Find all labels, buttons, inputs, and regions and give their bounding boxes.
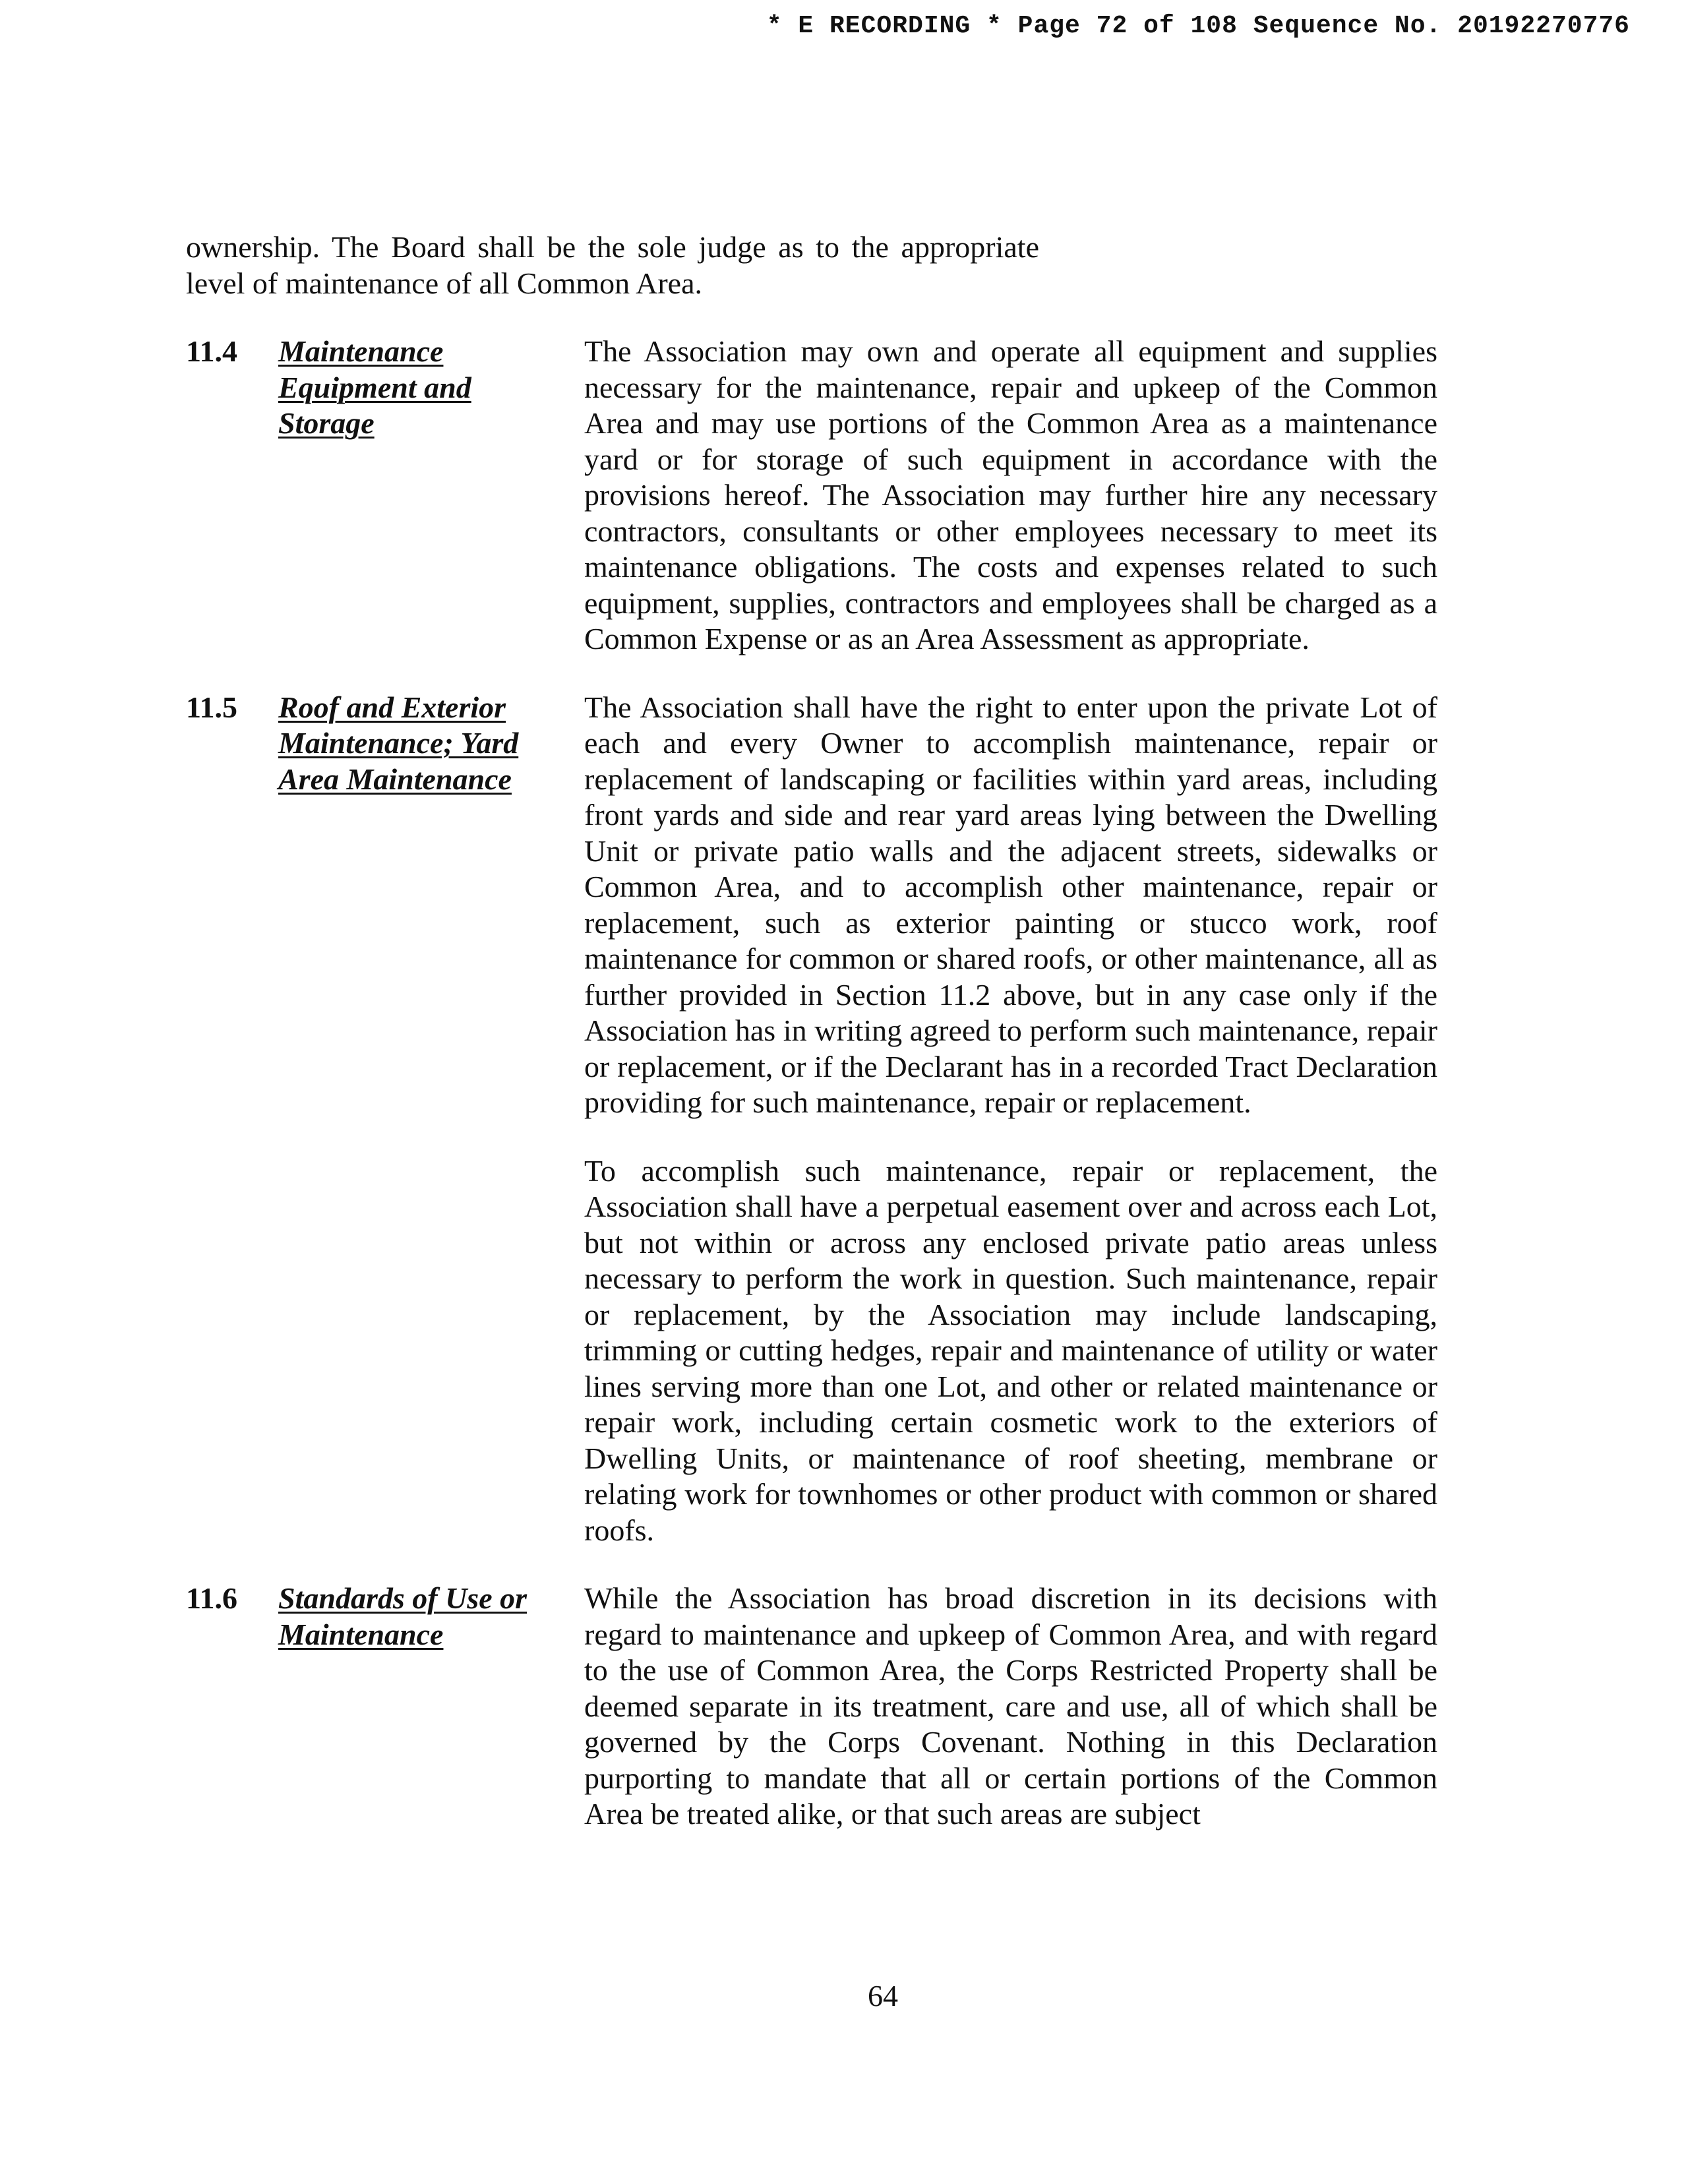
section-number: 11.4: [186, 334, 237, 368]
section-paragraph: To accomplish such maintenance, repair or replacement, the Association shall have a perpetual easement over and across each Lot, but not within or across any enclosed private patio areas unless necessary to perform the work in question. Such maintenance, repair or replacement, by the Association may include landscaping, trimming or cutting hedges, repair and maintenance of utility or water lines serving more than one Lot, and other or related maintenance or repair work, including certain cosmetic work to the exteriors of Dwelling Units, or maintenance of roof sheeting, membrane or relating work for townhomes or other product with common or shared roofs.: [584, 1153, 1437, 1547]
section-11-6: [186, 1581, 1437, 1833]
section-paragraph: While the Association has broad discretion in its decisions with regard to maintenance and upkeep of Common Area, and with regard to the use of Common Area, the Corps Restricted Property shall be deemed separate in its treatment, care and use, all of which shall be governed by the Corps Covenant. Nothing in this Declaration purporting to mandate that all or certain portions of the Common Area be treated alike, or that such areas are subject: [584, 1581, 1437, 1831]
page-number: 64: [868, 1979, 898, 2013]
section-paragraph: The Association may own and operate all equipment and supplies necessary for the maintenance, repair and upkeep of the Common Area and may use portions of the Common Area as a maintenance yard or for storage of such equipment in accordance with the provisions hereof. The Association may further hire any necessary contractors, consultants or other employees necessary to meet its maintenance obligations. The costs and expenses related to such equipment, supplies, contractors and employees shall be charged as a Common Expense or as an Area Assessment as appropriate.: [584, 334, 1437, 655]
section-number: 11.6: [186, 1581, 237, 1615]
section-body: [584, 690, 1437, 1549]
section-body: [584, 334, 1437, 657]
section-number: 11.5: [186, 690, 237, 724]
section-11-5: [186, 690, 1437, 1549]
section-title: Roof and Exterior Maintenance; Yard Area Maintenance: [278, 690, 519, 796]
page-content: [186, 229, 1437, 1833]
section-body: [584, 1581, 1437, 1833]
section-title: Maintenance Equipment and Storage: [278, 334, 471, 440]
section-11-4: [186, 334, 1437, 657]
recording-header: * E RECORDING * Page 72 of 108 Sequence No. 20192270776: [766, 12, 1630, 40]
section-title: Standards of Use or Maintenance: [278, 1581, 528, 1651]
intro-paragraph: ownership. The Board shall be the sole judge as to the appropriate level of maintenance of all Common Area.: [186, 230, 1039, 300]
section-paragraph: The Association shall have the right to enter upon the private Lot of each and every Owner to accomplish maintenance, repair or replacement of landscaping or facilities within yard areas, including front yards and side and rear yard areas lying between the Dwelling Unit or private patio walls and the adjacent streets, sidewalks or Common Area, and to accomplish other maintenance, repair or replacement, such as exterior painting or stucco work, roof maintenance for common or shared roofs, or other maintenance, all as further provided in Section 11.2 above, but in any case only if the Association has in writing agreed to perform such maintenance, repair or replacement, or if the Declarant has in a recorded Tract Declaration providing for such maintenance, repair or replacement.: [584, 690, 1437, 1119]
